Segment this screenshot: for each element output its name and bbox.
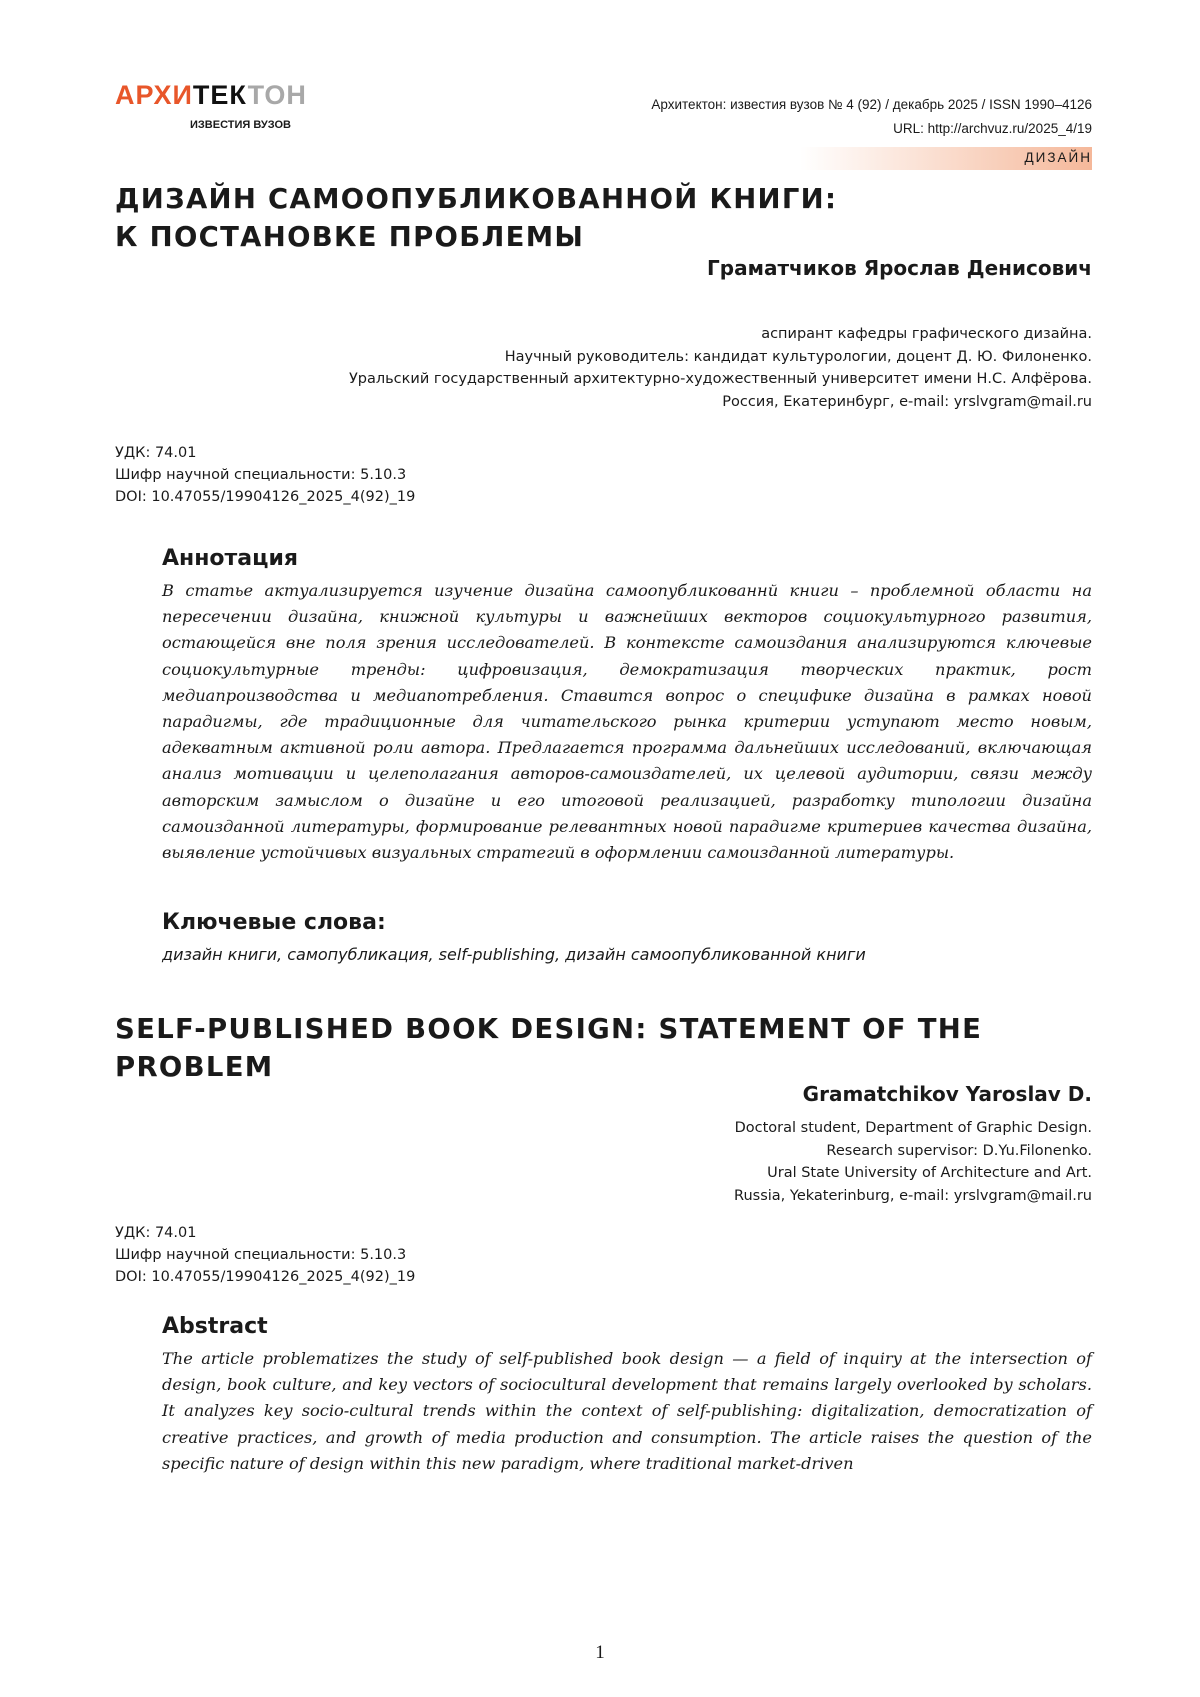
en-affiliation-line: Russia, Yekaterinburg, e-mail: yrslvgram@mail.ru [734,1187,1092,1204]
en-title-line-2: PROBLEM [115,1051,274,1083]
ru-author: Граматчиков Ярослав Денисович [707,256,1092,280]
en-title [115,1010,982,1086]
ru-affiliation [349,323,1092,413]
ru-title-line-1: ДИЗАЙН САМООПУБЛИКОВАННОЙ КНИГИ: [115,183,838,215]
en-udk: УДК: 74.01 [115,1225,197,1241]
en-title-line-1: SELF-PUBLISHED BOOK DESIGN: STATEMENT OF THE [115,1013,983,1045]
ru-abstract-text: В статье актуализируется изучение дизайна самоопубликованнй книги – проблемной области на пересечении дизайна, книжной культуры и важнейших векторов социокультурного развития, остающейся вне поля зрения исследователей. В контексте самоиздания анализируются ключевые социокультурные тренды: цифровизация, демократизация творческих практик, рост медиапроизводства и медиапотребления. Ставится вопрос о специфике дизайна в рамках новой парадигмы, где традиционные для читательского рынка критерии уступают место новым, адекватным активной роли автора. Предлагается программа дальнейших исследований, включающая анализ мотивации и целеполагания авторов-самоиздателей, их целевой аудитории, связи между авторским замыслом о дизайне и его итоговой реализацией, разработку типологии дизайна самоизданной литературы, формирование релевантных новой парадигме критериев качества дизайна, выявление устойчивых визуальных стратегий в оформлении самоизданной литературы. [162,581,1092,863]
en-doi: DOI: 10.47055/19904126_2025_4(92)_19 [115,1269,416,1285]
section-label: ДИЗАЙН [1024,150,1092,165]
page-number: 1 [595,1642,605,1663]
en-abstract-heading: Abstract [162,1314,268,1339]
en-affiliation-line: Research supervisor: D.Yu.Filonenko. [826,1142,1092,1159]
logo-subtitle: ИЗВЕСТИЯ ВУЗОВ [190,119,291,131]
ru-keywords-heading: Ключевые слова: [162,910,386,935]
logo-part-1: АРХИ [115,80,193,110]
ru-doi: DOI: 10.47055/19904126_2025_4(92)_19 [115,489,416,505]
en-affiliation-line: Doctoral student, Department of Graphic Design. [734,1120,1092,1136]
ru-title-line-2: К ПОСТАНОВКЕ ПРОБЛЕМЫ [115,221,585,253]
en-author: Gramatchikov Yaroslav D. [802,1082,1092,1106]
en-identifiers [115,1222,415,1288]
en-abstract-text: The article problematizes the study of self-published book design — a field of inquiry at the intersection of design, book culture, and key vectors of sociocultural development that remains largely overlooked by scholars. It analyzes key socio-cultural trends within the context of self-publishing: digitalization, democratization of creative practices, and growth of media production and consumption. The article raises the question of the specific nature of design within this new paradigm, where traditional market-driven [162,1349,1092,1473]
ru-affiliation-line: Россия, Екатеринбург, e-mail: yrslvgram@mail.ru [722,393,1092,410]
ru-title [115,180,837,256]
journal-logo [115,82,307,109]
ru-affiliation-line: Научный руководитель: кандидат культурологии, доцент Д. Ю. Филоненко. [504,348,1092,365]
en-affiliation [734,1117,1092,1207]
ru-udk: УДК: 74.01 [115,445,197,461]
ru-keywords: дизайн книги, самопубликация, self-publishing, дизайн самоопубликованной книги [162,945,866,964]
article-url: URL: http://archvuz.ru/2025_4/19 [893,121,1092,136]
ru-affiliation-line: Уральский государственный архитектурно-художественный университет имени Н.С. Алфёрова. [348,371,1092,387]
ru-identifiers [115,442,415,508]
en-affiliation-line: Ural State University of Architecture and Art. [767,1165,1092,1181]
journal-info: Архитектон: известия вузов № 4 (92) / декабрь 2025 / ISSN 1990–4126 [651,97,1092,112]
ru-specialty: Шифр научной специальности: 5.10.3 [115,467,407,483]
ru-abstract-heading: Аннотация [162,546,298,571]
ru-affiliation-line: аспирант кафедры графического дизайна. [761,326,1092,342]
logo-part-3: ТОН [247,80,307,110]
en-specialty: Шифр научной специальности: 5.10.3 [115,1247,407,1263]
logo-part-2: ТЕК [192,80,248,110]
